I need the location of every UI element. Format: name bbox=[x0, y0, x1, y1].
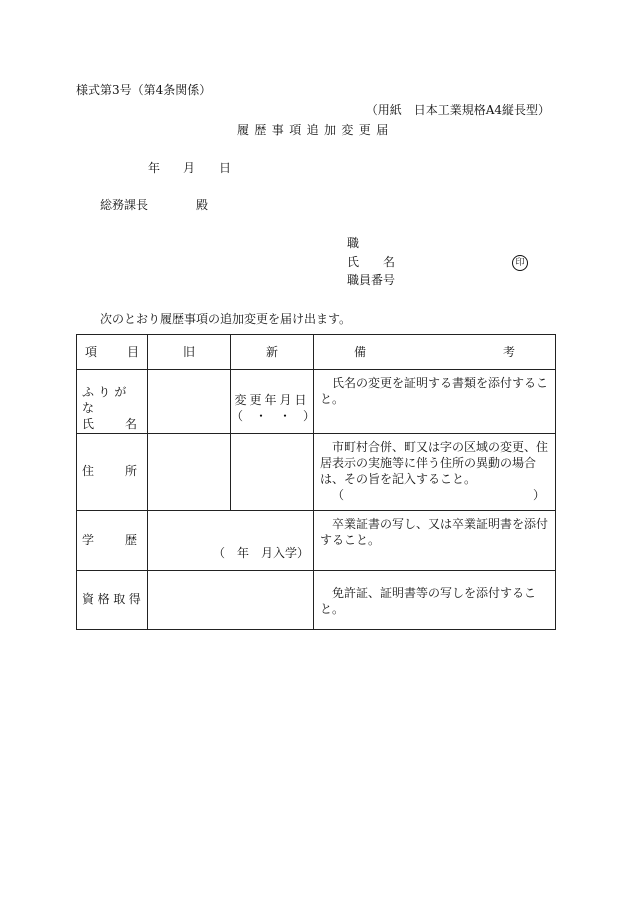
header-item bbox=[77, 335, 148, 370]
addressee-name: 総務課長 bbox=[100, 198, 149, 212]
address-label-char-2: 所 bbox=[124, 464, 137, 479]
address-label-char-1: 住 bbox=[82, 464, 95, 479]
furigana-name-label-cell bbox=[77, 370, 148, 434]
education-entry-cell[interactable] bbox=[148, 510, 314, 570]
name-change-note: 氏名の変更を証明する書類を添付すること。 bbox=[320, 376, 549, 407]
old-name-cell[interactable] bbox=[148, 370, 231, 434]
employee-number-label: 職員番号 bbox=[347, 273, 396, 287]
date-year: 年 bbox=[148, 161, 161, 175]
header-remarks-char-2: 考 bbox=[502, 344, 515, 359]
addressee-honorific: 殿 bbox=[196, 198, 209, 212]
document-title: 履歴事項追加変更届 bbox=[237, 123, 394, 137]
date-month: 月 bbox=[183, 161, 196, 175]
address-note-open: （ bbox=[332, 488, 345, 503]
header-item-char-1: 項 bbox=[85, 344, 98, 359]
change-date-label: 変更年月日 bbox=[234, 393, 310, 407]
old-address-cell[interactable] bbox=[148, 433, 231, 510]
qualification-label-cell bbox=[77, 570, 148, 629]
furigana-label: ふりがな bbox=[82, 385, 131, 416]
education-label-char-2: 歴 bbox=[124, 532, 137, 547]
address-note: 市町村合併、町又は字の区域の変更、住居表示の実施等に伴う住所の異動の場合は、その旨を記入すること。 bbox=[320, 439, 549, 486]
address-label-cell bbox=[77, 433, 148, 510]
name-label-char-2: 名 bbox=[124, 417, 137, 432]
header-remarks-char-1: 備 bbox=[354, 344, 367, 359]
header-old: 旧 bbox=[148, 335, 231, 370]
qualification-note: 免許証、証明書等の写しを添付すること。 bbox=[320, 585, 537, 616]
address-note-close: ） bbox=[532, 488, 545, 503]
header-remarks bbox=[314, 335, 556, 370]
paper-spec: （用紙 日本工業規格A4縦長型） bbox=[365, 103, 550, 117]
education-remarks-cell bbox=[314, 510, 556, 570]
position-label: 職 bbox=[347, 236, 360, 250]
education-label-cell bbox=[77, 510, 148, 570]
intro-text: 次のとおり履歴事項の追加変更を届け出ます。 bbox=[100, 312, 352, 326]
header-new: 新 bbox=[231, 335, 314, 370]
address-remarks-cell bbox=[314, 433, 556, 510]
name-label-2: 名 bbox=[383, 255, 396, 269]
name-remarks-cell bbox=[314, 370, 556, 434]
qualification-label: 資格取得 bbox=[82, 592, 145, 607]
changes-table bbox=[76, 334, 556, 630]
form-number: 様式第3号（第4条関係） bbox=[76, 83, 212, 97]
new-name-cell[interactable] bbox=[231, 370, 314, 434]
education-entry-date: （ 年 月入学） bbox=[212, 546, 309, 561]
qualification-remarks-cell bbox=[314, 570, 556, 629]
name-label-char-1: 氏 bbox=[82, 417, 95, 432]
education-note: 卒業証書の写し、又は卒業証明書を添付すること。 bbox=[320, 516, 549, 547]
change-date-brackets: （ ・ ・ ） bbox=[231, 409, 316, 424]
education-label-char-1: 学 bbox=[82, 532, 95, 547]
seal-mark: 印 bbox=[512, 255, 528, 271]
date-day: 日 bbox=[219, 161, 232, 175]
name-label-1: 氏 bbox=[347, 255, 360, 269]
header-item-char-2: 目 bbox=[126, 344, 139, 359]
qualification-entry-cell[interactable] bbox=[148, 570, 314, 629]
new-address-cell[interactable] bbox=[231, 433, 314, 510]
